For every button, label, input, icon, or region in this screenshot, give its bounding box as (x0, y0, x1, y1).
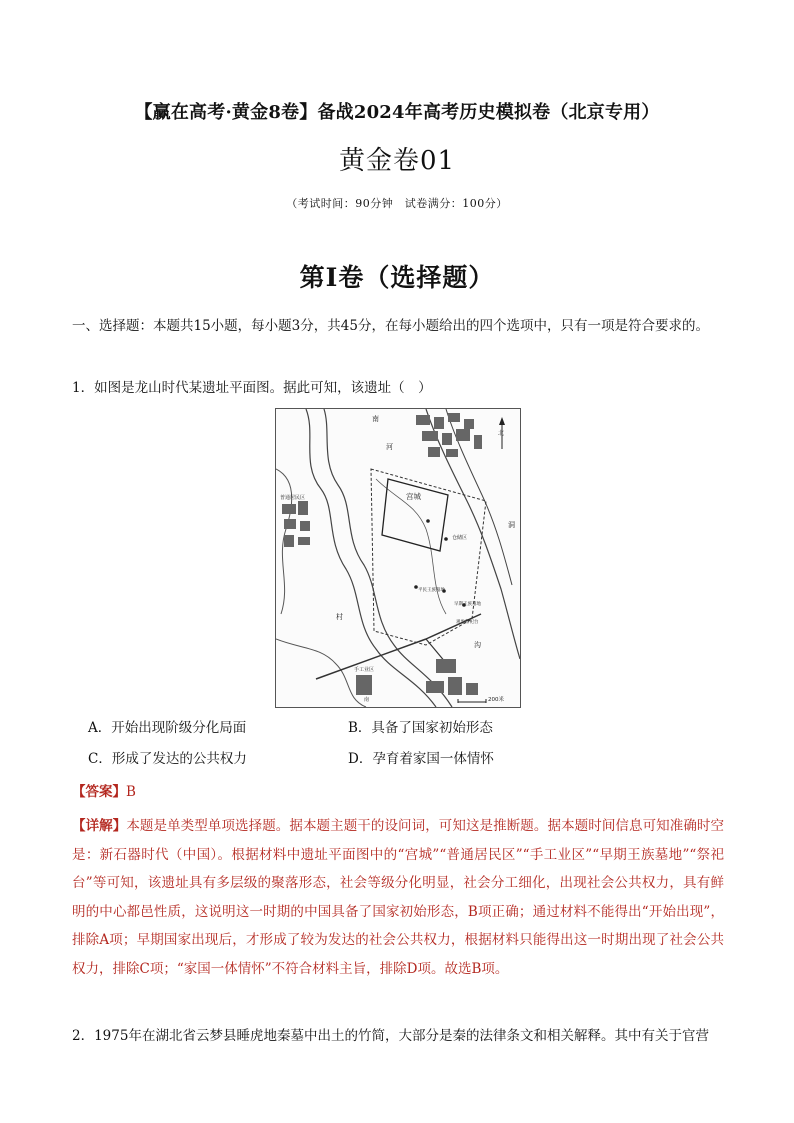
section-instruction: 一、选择题：本题共15小题，每小题3分，共45分，在每小题给出的四个选项中，只有一项是符合要求的。 (72, 318, 709, 334)
option-d[interactable]: D．孕育着家国一体情怀 (348, 751, 494, 767)
answer-tag: 【答案】 (72, 784, 126, 800)
map-label-nanmen: 南 (364, 697, 370, 703)
map-label-residential: 普通居民区 (280, 495, 306, 501)
map-label-cun: 村 (336, 613, 343, 621)
map-label-palace: 宫城 (406, 492, 421, 501)
map-label-gu: 沟 (474, 641, 481, 649)
map-label-he: 河 (386, 443, 393, 451)
option-b[interactable]: B．具备了国家初始形态 (348, 720, 493, 736)
question-2-stem: 2．1975年在湖北省云梦县睡虎地秦墓中出土的竹简，大部分是秦的法律条文和相关解释。其中有关于官营 (72, 1028, 709, 1044)
map-label-storage: 仓储区 (452, 535, 468, 541)
explanation-tag: 【详解】 (72, 818, 127, 834)
map-label-altar: 观象祭祀台 (456, 620, 479, 625)
series-title: 【赢在高考·黄金8卷】备战2024年高考历史模拟卷（北京专用） (134, 102, 660, 123)
section-title: 第I卷（选择题） (299, 263, 495, 292)
site-plan-map (275, 408, 521, 708)
option-a[interactable]: A．开始出现阶级分化局面 (88, 720, 247, 736)
explanation-text: 本题是单类型单项选择题。据本题主题干的设问词，可知这是推断题。据本题时间信息可知准确时空是：新石器时代（中国）。根据材料中遗址平面图中的“宫城”“普通居民区”“手工业区”“早期王族墓地”“祭祀台”等可知，该遗址具有多层级的聚落形态，社会等级分化明显，社会分工细化，出现社会公共权力，具有鲜明的中心都邑性质，这说明这一时期的中国具备了国家初始形态，B项正确；通过材料不能得出“开始出现”，排除A项；早期国家出现后，才形成了较为发达的社会公共权力，根据材料只能得出这一时期出现了社会公共权力，排除C项；“家国一体情怀”不符合材料主旨，排除D项。故选B项。 (72, 818, 725, 977)
answer-line (72, 780, 136, 800)
map-label-river: 洞 (508, 521, 515, 529)
answer-value: B (126, 784, 136, 800)
paper-title: 黄金卷01 (338, 146, 456, 176)
explanation (72, 812, 724, 983)
exam-meta: （考试时间：90分钟 试卷满分：100分） (286, 197, 508, 210)
map-label-north: 北 (498, 430, 505, 437)
palace-enclosure (382, 479, 448, 551)
map-label-tomb: 早期王族墓地 (454, 602, 481, 607)
question-1-stem: 1．如图是龙山时代某遗址平面图。据此可知，该遗址（ ） (72, 380, 432, 396)
option-c[interactable]: C．形成了发达的公共权力 (88, 751, 247, 767)
map-scale-label: 200米 (488, 697, 504, 703)
map-label-nobletomb: 平民王族墓地 (418, 588, 445, 593)
map-label-nan: 南 (372, 415, 379, 423)
map-label-craft: 手工业区 (354, 667, 375, 673)
